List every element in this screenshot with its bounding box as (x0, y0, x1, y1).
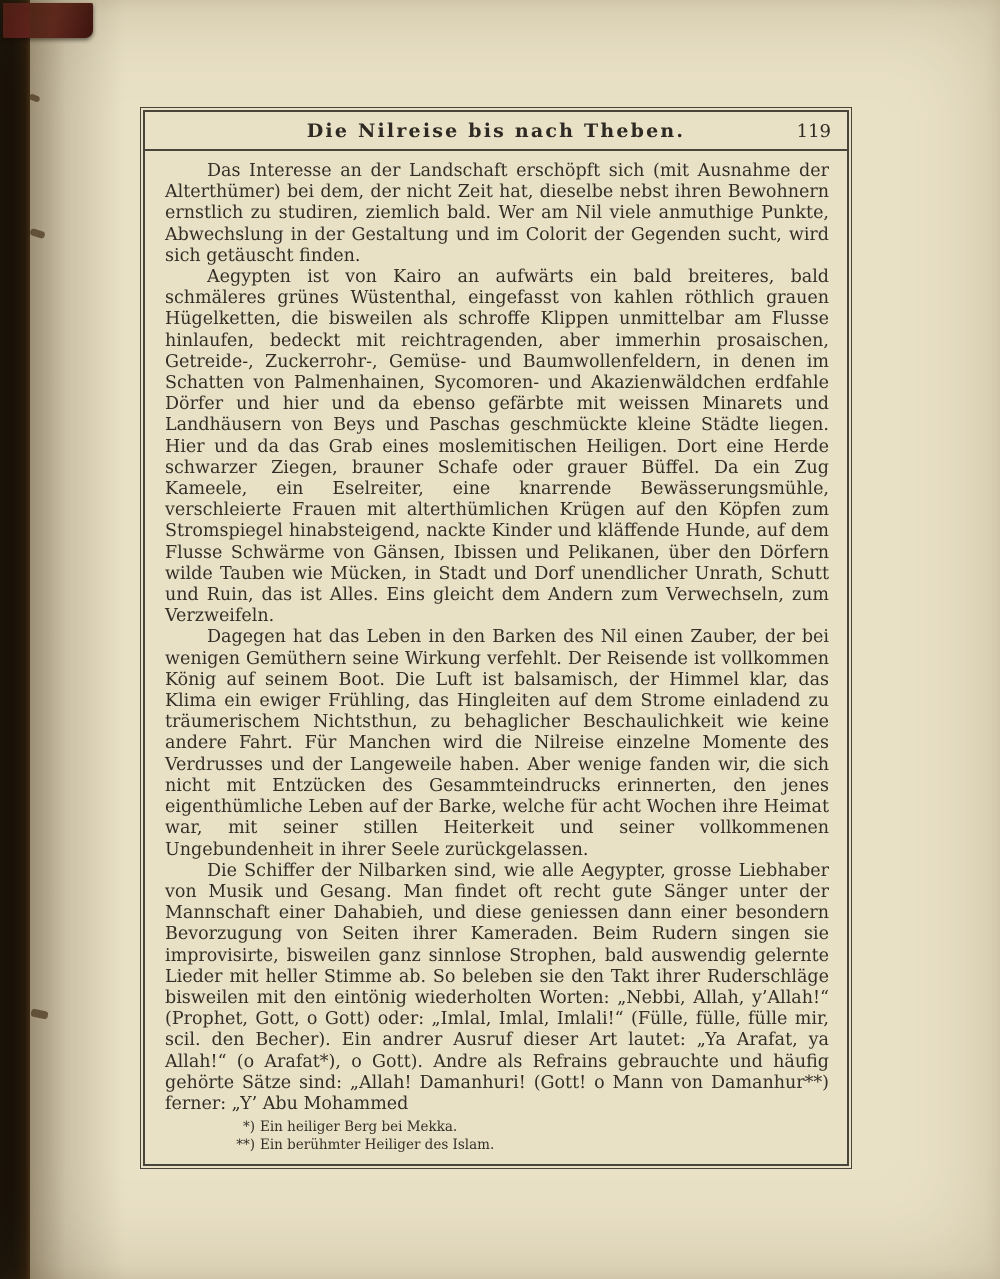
binding-stitch (29, 228, 45, 239)
body-text (145, 151, 847, 1113)
paragraph: Die Schiffer der Nilbarken sind, wie alle Aegypter, grosse Liebhaber von Musik und Gesang. Man findet oft recht gute Sänger unter der Mannschaft einer Dahabieh, und diese geniessen dann einer besondern Bevorzugung von Seiten ihrer Kameraden. Beim Rudern singen sie improvisirte, bisweilen ganz sinnlose Strophen, bald auswendig gelernte Lieder mit heller Stimme ab. So beleben sie den Takt ihrer Ruderschläge bisweilen mit den eintönig wiederholten Worten: „Nebbi, Allah, y’Allah!“ (Prophet, Gott, o Gott) oder: „Imlal, Imlal, Imlali!“ (Fülle, fülle, fülle mir, scil. den Becher). Ein andrer Ausruf dieser Art lautet: „Ya Arafat, ya Allah!“ (o Arafat*), o Gott). Andre als Refrains gebrauchte und häufig gehörte Sätze sind: „Allah! Damanhuri! (Gott! o Mann von Damanhur**) ferner: „Y’ Abu Mohammed (165, 860, 829, 1113)
footnote-marker: *) (242, 1119, 255, 1135)
binding-stitch (30, 1008, 48, 1019)
paragraph: Aegypten ist von Kairo an aufwärts ein bald breiteres, bald schmäleres grünes Wüstenthal, eingefasst von kahlen röthlich grauen Hügelketten, die bisweilen als schroffe Klippen unmittelbar am Flusse hinlaufen, bedeckt mit reichtragenden, aber immerhin prosaischen, Getreide-, Zuckerrohr-, Gemüse- und Baumwollenfeldern, in denen im Schatten von Palmenhainen, Sycomoren- und Akazienwäldchen erdfahle Dörfer und hier und da ebenso gefärbte mit weissen Minarets und Landhäusern von Beys und Paschas geschmückte kleine Städte liegen. Hier und da das Grab eines moslemitischen Heiligen. Dort eine Herde schwarzer Ziegen, brauner Schafe oder grauer Büffel. Da ein Zug Kameele, ein Eselreiter, eine knarrende Bewässerungsmühle, verschleierte Frauen mit alterthümlichen Krügen auf den Köpfen zum Stromspiegel hinabsteigend, nackte Kinder und kläffende Hunde, auf dem Flusse Schwärme von Gänsen, Ibissen und Pelikanen, über den Dörfern wilde Tauben wie Mücken, in Stadt und Dorf unendlicher Unrath, Schutt und Ruin, das ist Alles. Eins gleicht dem Andern zum Verwechseln, zum Verzweifeln. (165, 267, 829, 627)
book-cover-corner (3, 3, 93, 38)
book-binding-edge (0, 0, 30, 1279)
footnotes (225, 1119, 827, 1154)
running-header (145, 112, 847, 151)
text-frame (140, 107, 852, 1169)
text-frame-inner (143, 110, 849, 1166)
footnote-text: Ein berühmter Heiliger des Islam. (260, 1136, 495, 1153)
footnote-marker: **) (236, 1136, 255, 1153)
page-number: 119 (796, 121, 831, 142)
header-title: Die Nilreise bis nach Theben. (306, 120, 686, 142)
footnote (225, 1137, 827, 1155)
binding-stitch (28, 93, 40, 103)
binding-shadow (30, 0, 125, 1279)
footnote-text: Ein heiliger Berg bei Mekka. (260, 1119, 458, 1135)
paragraph: Dagegen hat das Leben in den Barken des Nil einen Zauber, der bei wenigen Gemüthern seine Wirkung verfehlt. Der Reisende ist vollkommen König auf seinem Boot. Die Luft ist balsamisch, der Himmel klar, das Klima ein ewiger Frühling, das Hingleiten auf dem Strome einladend zu träumerischem Nichtsthun, zu behaglicher Beschaulichkeit wie keine andere Fahrt. Für Manchen wird die Nilreise einzelne Momente des Verdrusses und der Langeweile haben. Aber wenige fanden wir, die sich nicht mit Entzücken des Gesammteindrucks erinnerten, den jenes eigenthümliche Leben auf der Barke, welche für acht Wochen ihre Heimat war, mit seiner stillen Heiterkeit und seiner vollkommenen Ungebundenheit in ihrer Seele zurückgelassen. (165, 627, 829, 860)
footnote (225, 1119, 827, 1137)
paragraph: Das Interesse an der Landschaft erschöpft sich (mit Ausnahme der Alterthümer) bei dem, der nicht Zeit hat, dieselbe nebst ihren Bewohnern ernstlich zu studiren, ziemlich bald. Wer am Nil viele anmuthige Punkte, Abwechslung in der Gestaltung und im Colorit der Gegenden sucht, wird sich getäuscht finden. (165, 161, 829, 266)
